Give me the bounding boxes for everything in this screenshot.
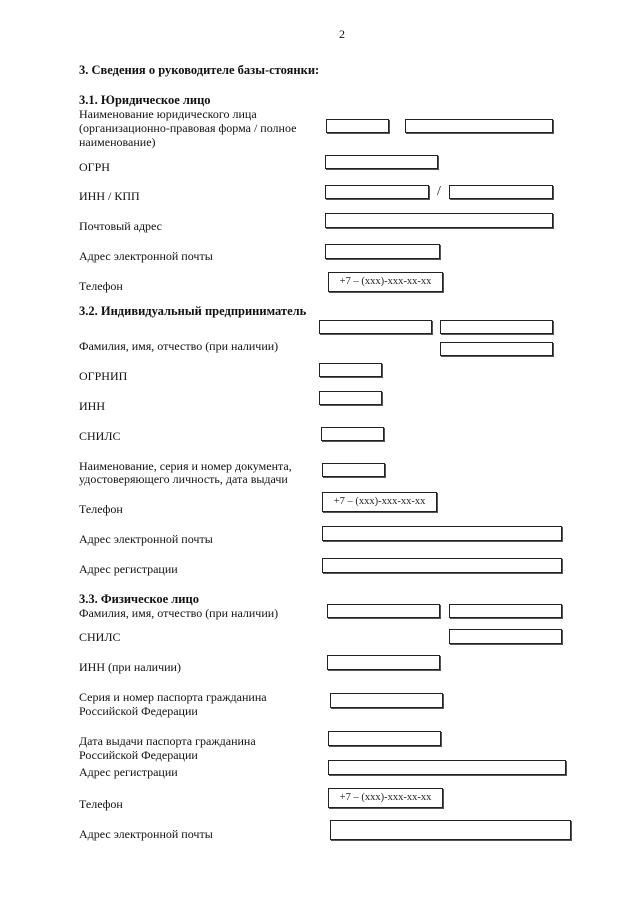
legal-email-field[interactable] xyxy=(325,244,440,259)
legal-name-label-line1: Наименование юридического лица xyxy=(79,107,257,121)
individual-registration-field[interactable] xyxy=(328,760,566,775)
inn-field[interactable] xyxy=(325,185,429,199)
individual-phone-label: Телефон xyxy=(79,797,123,811)
legal-name-label-line2: (организационно-правовая форма / полное xyxy=(79,121,297,135)
legal-phone-field[interactable]: +7 – (xxx)-xxx-xx-xx xyxy=(328,272,443,292)
inn-kpp-separator: / xyxy=(437,184,441,199)
passport-label-line2: Российской Федерации xyxy=(79,704,198,718)
individual-snils-field[interactable] xyxy=(449,629,562,644)
individual-fio-field-1[interactable] xyxy=(327,604,440,618)
entrepreneur-name-field[interactable] xyxy=(440,320,553,334)
inn-kpp-label: ИНН / КПП xyxy=(79,189,140,203)
entrepreneur-patronymic-field[interactable] xyxy=(440,342,553,356)
entrepreneur-inn-field[interactable] xyxy=(319,391,382,405)
doc-label-line1: Наименование, серия и номер документа, xyxy=(79,459,292,473)
individual-phone-field[interactable]: +7 – (xxx)-xxx-xx-xx xyxy=(328,788,443,808)
ogrn-label: ОГРН xyxy=(79,160,110,174)
individual-snils-label: СНИЛС xyxy=(79,630,121,644)
entrepreneur-inn-label: ИНН xyxy=(79,399,105,413)
ogrnip-field[interactable] xyxy=(319,363,382,377)
individual-registration-label: Адрес регистрации xyxy=(79,765,178,779)
postal-address-label: Почтовый адрес xyxy=(79,219,163,233)
entrepreneur-surname-field[interactable] xyxy=(319,320,432,334)
doc-label-line2: удостоверяющего личность, дата выдачи xyxy=(79,472,288,486)
legal-form-field[interactable] xyxy=(326,119,389,133)
individual-inn-label: ИНН (при наличии) xyxy=(79,660,181,674)
individual-fio-field-2[interactable] xyxy=(449,604,562,618)
entrepreneur-email-label: Адрес электронной почты xyxy=(79,532,213,546)
legal-phone-label: Телефон xyxy=(79,279,123,293)
kpp-field[interactable] xyxy=(449,185,553,199)
ogrnip-label: ОГРНИП xyxy=(79,369,128,383)
passport-date-label-line1: Дата выдачи паспорта гражданина xyxy=(79,734,256,748)
entrepreneur-phone-field[interactable]: +7 – (xxx)-xxx-xx-xx xyxy=(322,492,437,512)
passport-date-field[interactable] xyxy=(328,731,441,746)
legal-email-label: Адрес электронной почты xyxy=(79,249,213,263)
legal-entity-title: 3.1. Юридическое лицо xyxy=(79,93,211,107)
entrepreneur-phone-label: Телефон xyxy=(79,502,123,516)
section-3-title: 3. Сведения о руководителе базы-стоянки: xyxy=(79,63,320,77)
page-number: 2 xyxy=(339,27,345,41)
entrepreneur-fio-label: Фамилия, имя, отчество (при наличии) xyxy=(79,339,279,353)
individual-title: 3.3. Физическое лицо xyxy=(79,592,199,606)
individual-email-field[interactable] xyxy=(330,820,571,840)
entrepreneur-registration-field[interactable] xyxy=(322,558,562,573)
entrepreneur-title: 3.2. Индивидуальный предприниматель xyxy=(79,304,307,318)
entrepreneur-registration-label: Адрес регистрации xyxy=(79,562,178,576)
entrepreneur-snils-field[interactable] xyxy=(321,427,384,441)
legal-full-name-field[interactable] xyxy=(405,119,553,133)
individual-email-label: Адрес электронной почты xyxy=(79,827,213,841)
ogrn-field[interactable] xyxy=(325,155,438,169)
passport-date-label-line2: Российской Федерации xyxy=(79,748,198,762)
individual-inn-field[interactable] xyxy=(327,655,440,670)
postal-address-field[interactable] xyxy=(325,213,553,228)
individual-fio-label: Фамилия, имя, отчество (при наличии) xyxy=(79,606,279,620)
identity-document-field[interactable] xyxy=(322,463,385,477)
passport-label-line1: Серия и номер паспорта гражданина xyxy=(79,690,267,704)
passport-number-field[interactable] xyxy=(330,693,443,708)
legal-name-label-line3: наименование) xyxy=(79,135,156,149)
entrepreneur-email-field[interactable] xyxy=(322,526,562,541)
entrepreneur-snils-label: СНИЛС xyxy=(79,429,121,443)
